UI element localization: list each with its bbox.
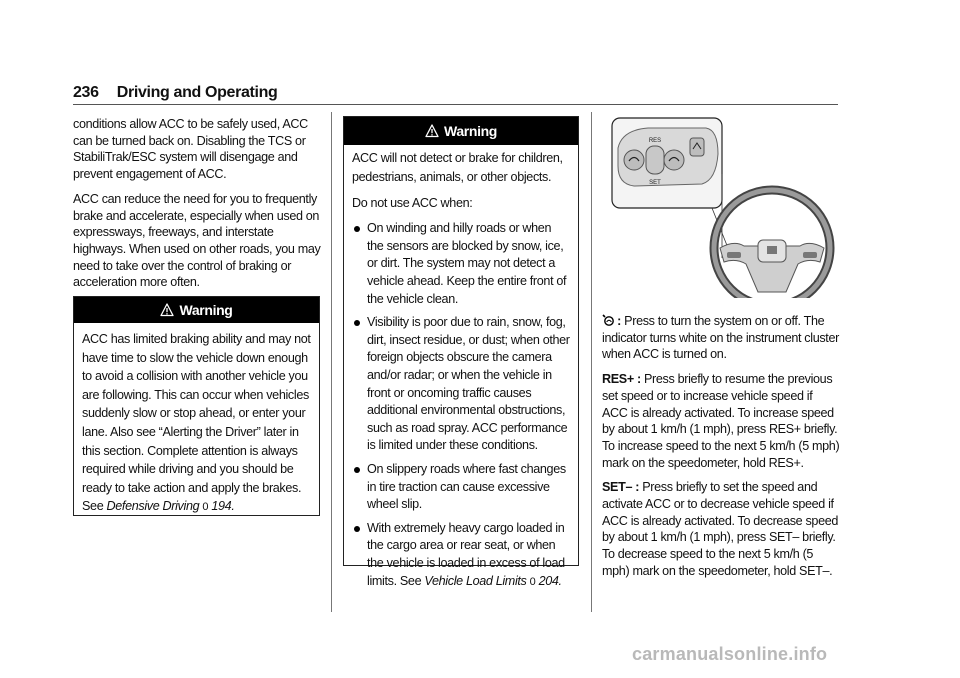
steering-wheel-illustration (594, 114, 836, 298)
page-ref[interactable]: 204. (538, 573, 562, 588)
bullet-icon (354, 467, 360, 473)
page-ref[interactable]: 194. (211, 499, 235, 514)
page-number: 236 (73, 84, 99, 101)
list-item: On slippery roads where fast changes in tire traction can cause excessive wheel slip. (352, 461, 570, 514)
cross-reference-link[interactable]: Vehicle Load Limits (424, 573, 527, 588)
description-item (602, 313, 840, 363)
bullet-icon (354, 320, 360, 326)
brand-emblem (767, 246, 777, 254)
warning-body (74, 323, 319, 524)
left-column (73, 116, 325, 299)
right-column (602, 313, 840, 588)
warning-intro: ACC will not detect or brake for children, pedestrians, animals, or other objects. (352, 151, 563, 185)
column-divider (591, 112, 592, 612)
item-text: Press briefly to set the speed and activate ACC or to decrease vehicle speed if ACC is already activated. To decrease speed by about 1 km/h (1 mph), press SET– briefly. To decrease speed to the next 5 km/h (5 mph) mark on the speedometer, hold SET–. (602, 480, 839, 578)
warning-text: ACC has limited braking ability and may not have time to slow the vehicle down enough to avoid a collision with another vehicle you are following. This can occur when vehicles suddenly slow or stop ahead, or enter your lane. Also see “Alerting the Driver” later in this section. Complete attention is always required while driving and you should be ready to take action and apply the brakes. See (82, 332, 311, 514)
paragraph: conditions allow ACC to be safely used, ACC can be turned back on. Disabling the TCS or StabiliTrak/ESC system will disengage and prevent engagement of ACC. (73, 117, 308, 182)
list-item: On winding and hilly roads or when the sensors are blocked by snow, ice, or dirt. The system may not detect a vehicle ahead. Keep the entire front of the vehicle clean. (352, 220, 570, 308)
page-header (73, 84, 277, 102)
left-controls (727, 252, 741, 258)
description-item (602, 371, 840, 471)
acc-icon (602, 314, 614, 326)
cross-reference-link[interactable]: Defensive Driving (106, 499, 200, 514)
warning-title: Warning (443, 123, 498, 139)
res-label: RES (648, 138, 662, 144)
gap-button (690, 138, 704, 156)
item-label: RES+ : (602, 372, 641, 387)
section-title: Driving and Operating (116, 84, 278, 101)
list-item: Visibility is poor due to rain, snow, fog, dirt, insect residue, or dust; when other foreign objects obscure the camera and/or radar; or when the vehicle in front or oncoming traffic causes additional environmental obstructions, such as road spray. ACC performance is limited under these conditions. (352, 314, 570, 455)
warning-title: Warning (179, 302, 233, 318)
cancel-button (624, 150, 644, 170)
warning-body (344, 145, 578, 601)
bullet-icon (354, 226, 360, 232)
item-label: : (617, 314, 622, 328)
item-text: Press briefly to resume the previous set speed or to increase vehicle speed if ACC is already activated. To increase speed by about 1 km/h (1 mph), press RES+ briefly. To increase speed to the next 5 km/h (5 mph) mark on the speedometer, hold RES+. (602, 372, 840, 470)
warning-box (73, 296, 320, 516)
item-label: SET– : (602, 480, 640, 495)
page-ref-arrow: 0 (202, 501, 209, 514)
warning-header (74, 297, 319, 323)
right-controls (803, 252, 817, 258)
item-text: Press to turn the system on or off. The indicator turns white on the instrument cluster when ACC is turned on. (602, 314, 839, 362)
watermark: carmanualsonline.info (632, 644, 828, 664)
acc-button (664, 150, 684, 170)
bullet-icon (354, 526, 360, 532)
warning-box (343, 116, 579, 588)
paragraph: ACC can reduce the need for you to frequently brake and accelerate, especially when used on expressways, freeways, and interstate highways. When used on other roads, you may need to take over the control of braking or acceleration more often. (73, 191, 321, 290)
warning-icon (425, 124, 439, 138)
set-label: SET (649, 180, 661, 186)
warning-header (344, 117, 578, 145)
warning-icon (160, 303, 174, 317)
page-ref-arrow: 0 (529, 575, 536, 588)
warning-bullets (352, 220, 570, 591)
res-set-rocker (646, 146, 664, 174)
description-item (602, 479, 840, 579)
steering-wheel-diagram (594, 114, 836, 298)
column-divider (331, 112, 332, 612)
warning-do-not: Do not use ACC when: (352, 196, 473, 211)
header-rule (73, 104, 838, 105)
list-item: With extremely heavy cargo loaded in the cargo area or rear seat, or when the vehicle is loaded in excess of load limits. See Vehicle Load Limits 0 204. (352, 520, 570, 591)
